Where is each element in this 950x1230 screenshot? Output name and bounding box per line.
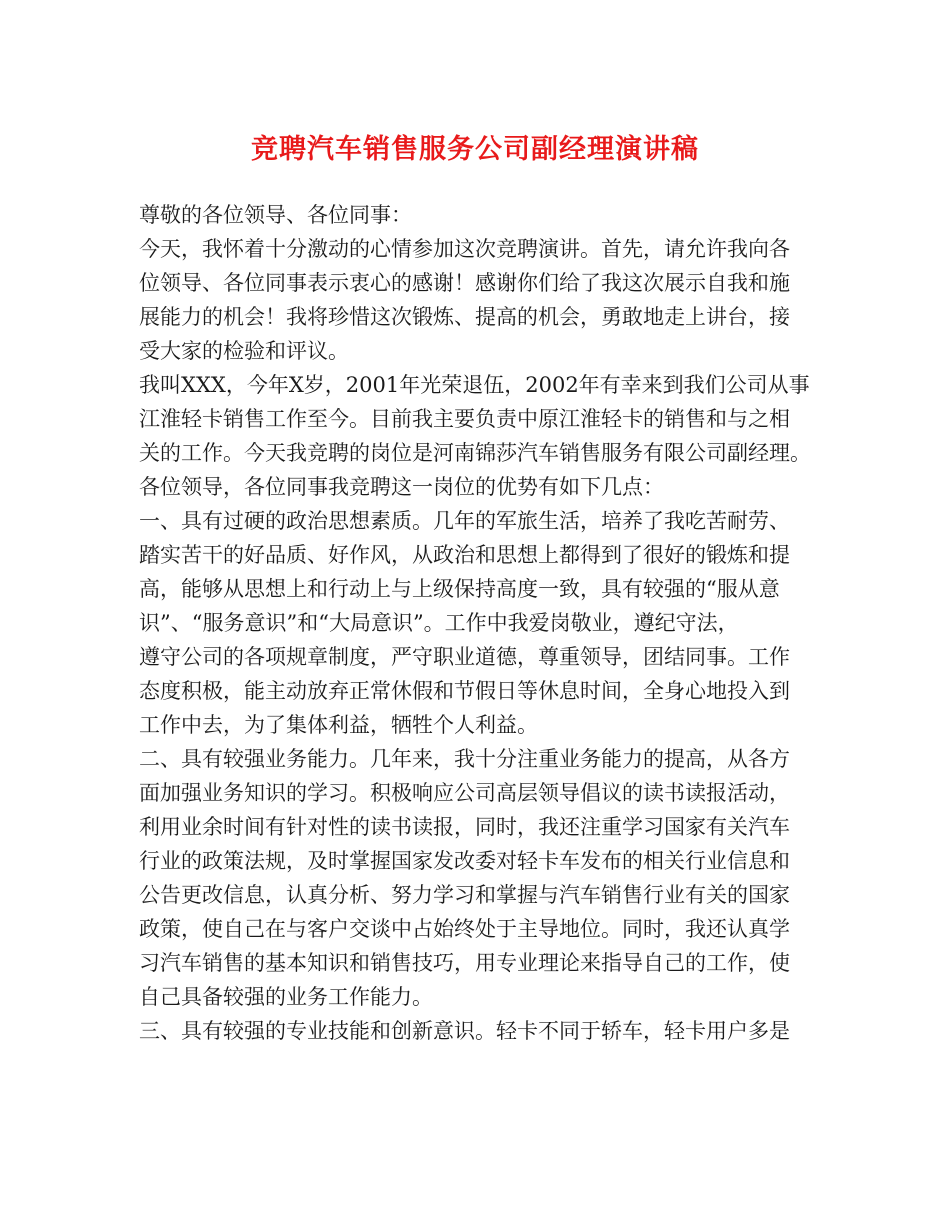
body-line: 我叫XXX，今年X岁，2001年光荣退伍，2002年有幸来到我们公司从事 (139, 373, 810, 397)
body-line: 江淮轻卡销售工作至今。目前我主要负责中原江淮轻卡的销售和与之相 (139, 407, 790, 431)
body-line: 态度积极，能主动放弃正常休假和节假日等休息时间，全身心地投入到 (139, 679, 790, 703)
body-line: 公告更改信息，认真分析、努力学习和掌握与汽车销售行业有关的国家 (139, 883, 790, 907)
body-line: 面加强业务知识的学习。积极响应公司高层领导倡议的读书读报活动， (139, 781, 790, 805)
body-line: 行业的政策法规，及时掌握国家发改委对轻卡车发布的相关行业信息和 (139, 849, 790, 873)
body-line: 利用业余时间有针对性的读书读报，同时，我还注重学习国家有关汽车 (139, 815, 790, 839)
body-line: 工作中去，为了集体利益，牺牲个人利益。 (139, 713, 538, 737)
body-line: 二、具有较强业务能力。几年来，我十分注重业务能力的提高，从各方 (139, 747, 790, 771)
body-line: 踏实苦干的好品质、好作风，从政治和思想上都得到了很好的锻炼和提 (139, 543, 790, 567)
body-line: 三、具有较强的专业技能和创新意识。轻卡不同于轿车，轻卡用户多是 (139, 1019, 790, 1043)
body-line: 遵守公司的各项规章制度，严守职业道德，尊重领导，团结同事。工作 (139, 645, 790, 669)
body-line: 今天，我怀着十分激动的心情参加这次竞聘演讲。首先，请允许我向各 (139, 237, 790, 261)
document-title: 竞聘汽车销售服务公司副经理演讲稿 (251, 134, 699, 165)
body-line: 高，能够从思想上和行动上与上级保持高度一致，具有较强的“服从意 (139, 577, 780, 601)
body-line: 各位领导，各位同事我竞聘这一岗位的优势有如下几点： (139, 475, 664, 499)
document-body (139, 198, 839, 1048)
body-line: 政策，使自己在与客户交谈中占始终处于主导地位。同时，我还认真学 (139, 917, 790, 941)
body-line: 自己具备较强的业务工作能力。 (139, 985, 433, 1009)
body-line: 位领导、各位同事表示衷心的感谢！感谢你们给了我这次展示自我和施 (139, 271, 790, 295)
body-line: 展能力的机会！我将珍惜这次锻炼、提高的机会，勇敢地走上讲台，接 (139, 305, 790, 329)
body-line: 一、具有过硬的政治思想素质。几年的军旅生活，培养了我吃苦耐劳、 (139, 509, 790, 533)
body-line: 受大家的检验和评议。 (139, 339, 349, 363)
body-line: 关的工作。今天我竞聘的岗位是河南锦莎汽车销售服务有限公司副经理。 (139, 441, 811, 465)
body-line: 习汽车销售的基本知识和销售技巧，用专业理论来指导自己的工作，使 (139, 951, 790, 975)
body-line: 识”、“服务意识”和“大局意识”。工作中我爱岗敬业，遵纪守法， (139, 611, 739, 635)
body-line: 尊敬的各位领导、各位同事： (139, 203, 412, 227)
